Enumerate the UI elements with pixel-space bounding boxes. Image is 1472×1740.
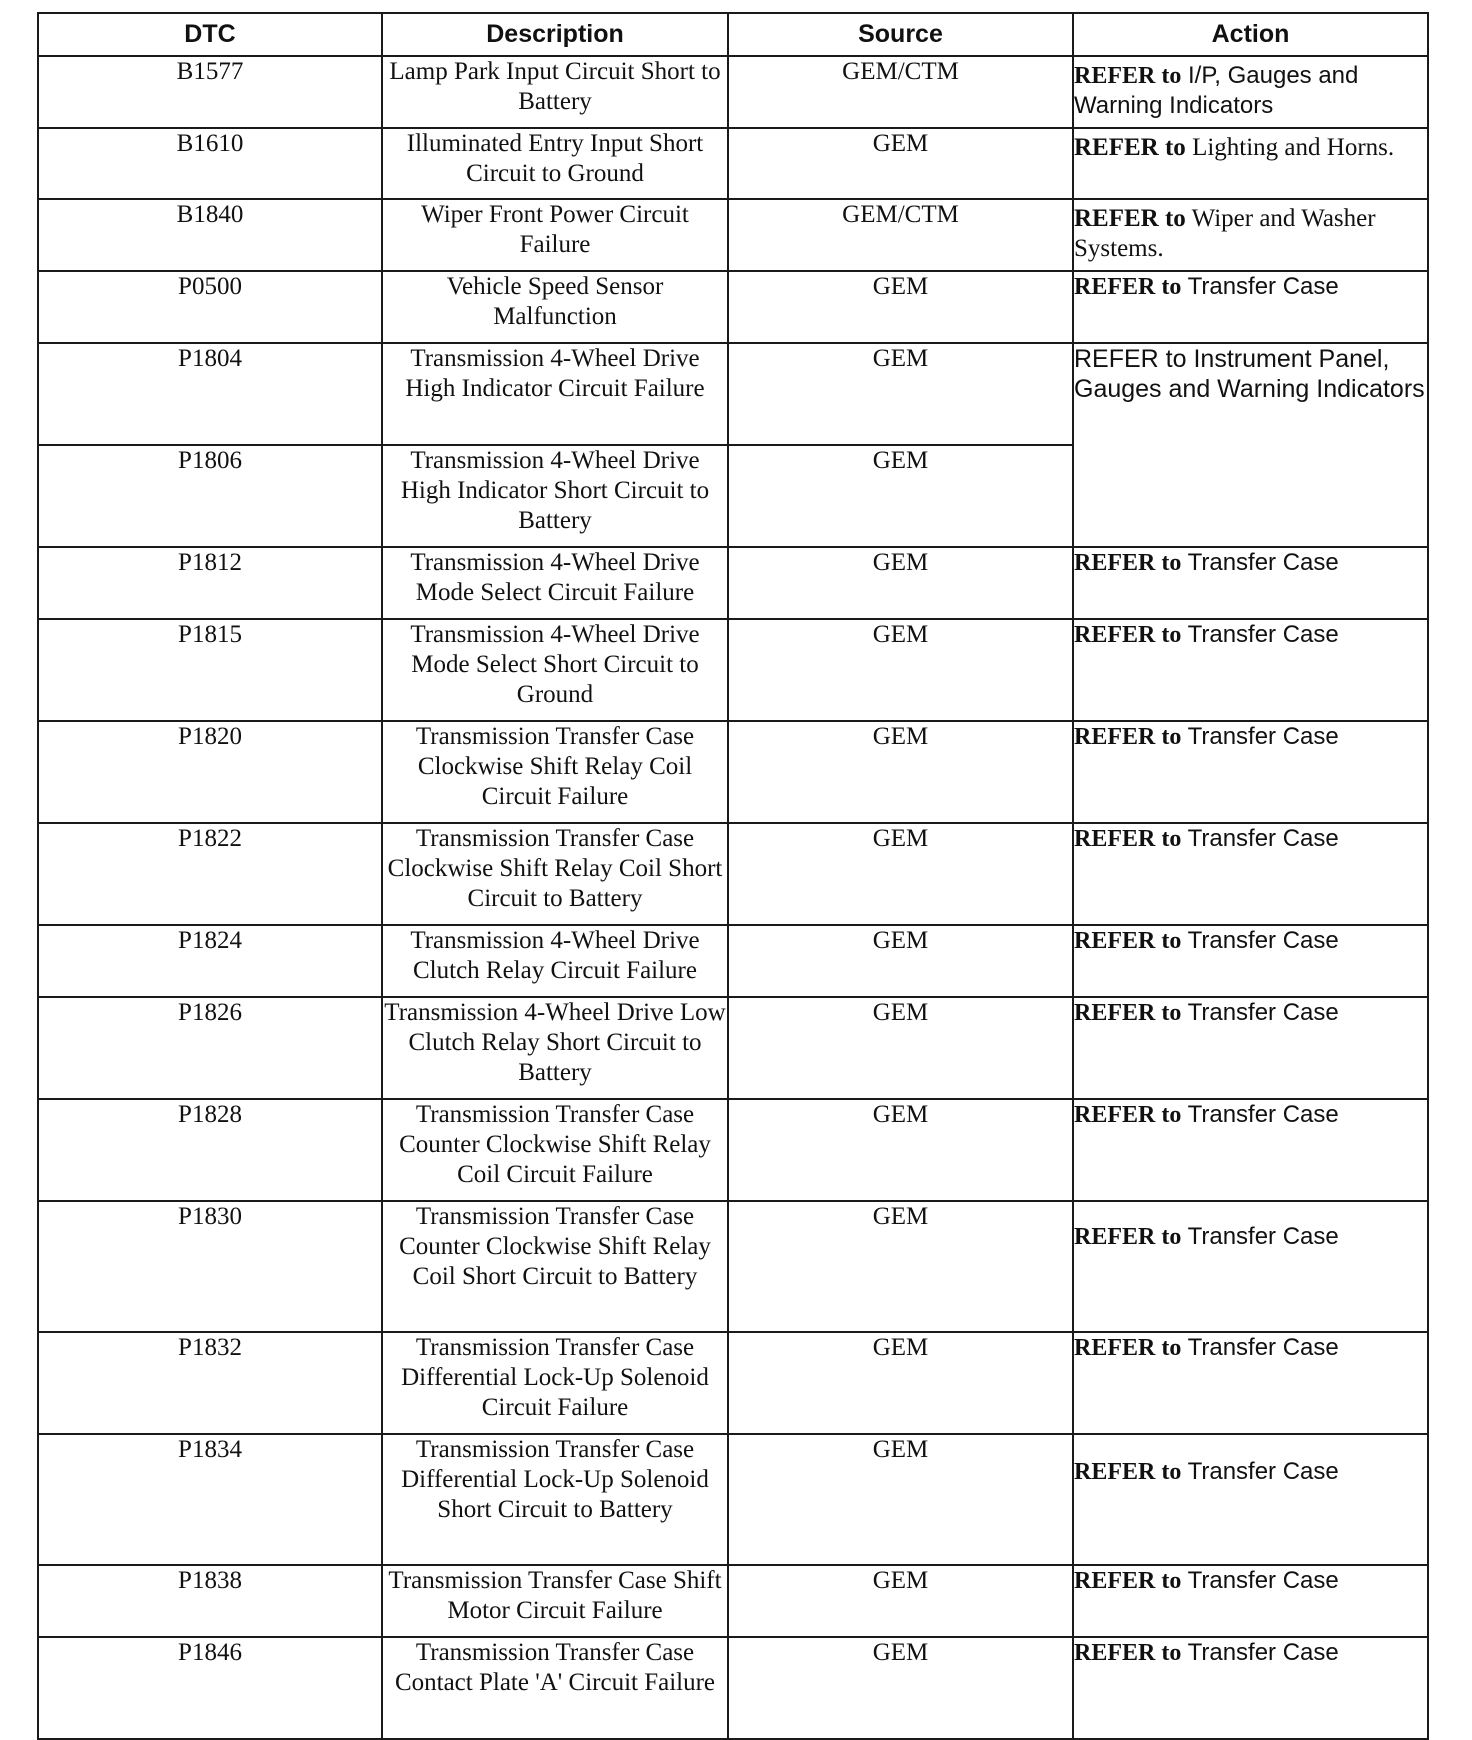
table-row bbox=[38, 128, 1428, 199]
dtc-source: GEM bbox=[728, 445, 1073, 547]
dtc-code: P1834 bbox=[38, 1434, 382, 1565]
dtc-description: Transmission Transfer Case Differential Lock-Up Solenoid Short Circuit to Battery bbox=[382, 1434, 728, 1565]
dtc-action bbox=[1073, 925, 1428, 997]
table-row bbox=[38, 1201, 1428, 1332]
dtc-source: GEM bbox=[728, 547, 1073, 619]
dtc-source: GEM bbox=[728, 721, 1073, 823]
dtc-description: Transmission Transfer Case Contact Plate 'A' Circuit Failure bbox=[382, 1637, 728, 1739]
dtc-action bbox=[1073, 547, 1428, 619]
dtc-description: Transmission 4-Wheel Drive High Indicator Circuit Failure bbox=[382, 343, 728, 445]
dtc-action bbox=[1073, 199, 1428, 271]
header-action: Action bbox=[1073, 13, 1428, 56]
refer-label: REFER to bbox=[1074, 1102, 1182, 1128]
header-dtc: DTC bbox=[38, 13, 382, 56]
dtc-action bbox=[1073, 271, 1428, 343]
action-target: Transfer Case bbox=[1187, 621, 1339, 648]
dtc-description: Transmission 4-Wheel Drive Mode Select Circuit Failure bbox=[382, 547, 728, 619]
table-row bbox=[38, 199, 1428, 271]
refer-label: REFER to bbox=[1074, 550, 1182, 576]
dtc-source: GEM bbox=[728, 1434, 1073, 1565]
dtc-action bbox=[1073, 997, 1428, 1099]
refer-label: REFER to bbox=[1074, 63, 1182, 89]
table-header-row bbox=[38, 13, 1428, 56]
dtc-code: P1838 bbox=[38, 1565, 382, 1637]
dtc-source: GEM bbox=[728, 128, 1073, 199]
refer-label: REFER to bbox=[1074, 928, 1182, 954]
dtc-description: Transmission 4-Wheel Drive High Indicator Short Circuit to Battery bbox=[382, 445, 728, 547]
dtc-code: P1822 bbox=[38, 823, 382, 925]
dtc-source: GEM/CTM bbox=[728, 56, 1073, 128]
table-row bbox=[38, 1332, 1428, 1434]
table-row bbox=[38, 997, 1428, 1099]
action-target: Transfer Case bbox=[1187, 927, 1339, 954]
action-target: Transfer Case bbox=[1187, 1458, 1339, 1485]
dtc-source: GEM bbox=[728, 997, 1073, 1099]
action-target: Wiper and Washer Systems. bbox=[1074, 205, 1376, 262]
refer-label: REFER to bbox=[1074, 826, 1182, 852]
dtc-description: Transmission Transfer Case Clockwise Shift Relay Coil Short Circuit to Battery bbox=[382, 823, 728, 925]
dtc-action bbox=[1073, 1201, 1428, 1332]
dtc-code: B1610 bbox=[38, 128, 382, 199]
dtc-source: GEM bbox=[728, 925, 1073, 997]
dtc-code: B1577 bbox=[38, 56, 382, 128]
dtc-description: Transmission 4-Wheel Drive Clutch Relay Circuit Failure bbox=[382, 925, 728, 997]
dtc-action bbox=[1073, 1099, 1428, 1201]
table-row bbox=[38, 823, 1428, 925]
table-row bbox=[38, 56, 1428, 128]
dtc-description: Transmission 4-Wheel Drive Low Clutch Relay Short Circuit to Battery bbox=[382, 997, 728, 1099]
dtc-code: B1840 bbox=[38, 199, 382, 271]
dtc-description: Transmission Transfer Case Counter Clockwise Shift Relay Coil Circuit Failure bbox=[382, 1099, 728, 1201]
dtc-action bbox=[1073, 1434, 1428, 1565]
dtc-action bbox=[1073, 619, 1428, 721]
dtc-action bbox=[1073, 721, 1428, 823]
table-row bbox=[38, 1565, 1428, 1637]
refer-label: REFER to bbox=[1074, 274, 1182, 300]
action-target: I/P, Gauges and Warning Indicators bbox=[1074, 62, 1359, 119]
dtc-code: P1824 bbox=[38, 925, 382, 997]
dtc-code: P1815 bbox=[38, 619, 382, 721]
dtc-source: GEM bbox=[728, 1332, 1073, 1434]
dtc-source: GEM bbox=[728, 1637, 1073, 1739]
action-target: Transfer Case bbox=[1187, 999, 1339, 1026]
header-description: Description bbox=[382, 13, 728, 56]
refer-label: REFER to bbox=[1074, 205, 1186, 232]
action-target: REFER to Instrument Panel, Gauges and Warning Indicators bbox=[1074, 345, 1425, 403]
dtc-description: Lamp Park Input Circuit Short to Battery bbox=[382, 56, 728, 128]
table-row bbox=[38, 1434, 1428, 1565]
action-target: Transfer Case bbox=[1187, 1567, 1339, 1594]
dtc-action bbox=[1073, 823, 1428, 925]
dtc-source: GEM/CTM bbox=[728, 199, 1073, 271]
table-row bbox=[38, 547, 1428, 619]
refer-label: REFER to bbox=[1074, 724, 1182, 750]
table-row bbox=[38, 619, 1428, 721]
dtc-source: GEM bbox=[728, 271, 1073, 343]
action-target: Lighting and Horns. bbox=[1192, 134, 1395, 161]
dtc-source: GEM bbox=[728, 619, 1073, 721]
dtc-action bbox=[1073, 1332, 1428, 1434]
dtc-code: P0500 bbox=[38, 271, 382, 343]
dtc-description: Transmission Transfer Case Counter Clockwise Shift Relay Coil Short Circuit to Battery bbox=[382, 1201, 728, 1332]
action-target: Transfer Case bbox=[1187, 825, 1339, 852]
action-target: Transfer Case bbox=[1187, 273, 1339, 300]
refer-label: REFER to bbox=[1074, 622, 1182, 648]
table-row bbox=[38, 721, 1428, 823]
dtc-code: P1804 bbox=[38, 343, 382, 445]
dtc-action bbox=[1073, 343, 1428, 547]
header-source: Source bbox=[728, 13, 1073, 56]
refer-label: REFER to bbox=[1074, 134, 1186, 161]
dtc-description: Transmission Transfer Case Shift Motor Circuit Failure bbox=[382, 1565, 728, 1637]
action-target: Transfer Case bbox=[1187, 1223, 1339, 1250]
table-row bbox=[38, 1637, 1428, 1739]
dtc-code: P1812 bbox=[38, 547, 382, 619]
table-row bbox=[38, 1099, 1428, 1201]
dtc-code: P1826 bbox=[38, 997, 382, 1099]
action-target: Transfer Case bbox=[1187, 549, 1339, 576]
dtc-code: P1806 bbox=[38, 445, 382, 547]
refer-label: REFER to bbox=[1074, 1459, 1182, 1485]
dtc-source: GEM bbox=[728, 1099, 1073, 1201]
dtc-code: P1828 bbox=[38, 1099, 382, 1201]
dtc-code: P1832 bbox=[38, 1332, 382, 1434]
dtc-code: P1820 bbox=[38, 721, 382, 823]
refer-label: REFER to bbox=[1074, 1224, 1182, 1250]
dtc-description: Transmission Transfer Case Differential Lock-Up Solenoid Circuit Failure bbox=[382, 1332, 728, 1434]
action-target: Transfer Case bbox=[1187, 1101, 1339, 1128]
refer-label: REFER to bbox=[1074, 1568, 1182, 1594]
dtc-source: GEM bbox=[728, 1565, 1073, 1637]
dtc-source: GEM bbox=[728, 343, 1073, 445]
dtc-description: Illuminated Entry Input Short Circuit to Ground bbox=[382, 128, 728, 199]
table-row bbox=[38, 271, 1428, 343]
dtc-action bbox=[1073, 56, 1428, 128]
dtc-table bbox=[37, 12, 1429, 1740]
action-target: Transfer Case bbox=[1187, 1639, 1339, 1666]
dtc-description: Transmission Transfer Case Clockwise Shift Relay Coil Circuit Failure bbox=[382, 721, 728, 823]
dtc-code: P1846 bbox=[38, 1637, 382, 1739]
refer-label: REFER to bbox=[1074, 1640, 1182, 1666]
dtc-action bbox=[1073, 128, 1428, 199]
dtc-code: P1830 bbox=[38, 1201, 382, 1332]
dtc-action bbox=[1073, 1565, 1428, 1637]
refer-label: REFER to bbox=[1074, 1335, 1182, 1361]
refer-label: REFER to bbox=[1074, 1000, 1182, 1026]
table-row bbox=[38, 343, 1428, 445]
table-row bbox=[38, 925, 1428, 997]
dtc-source: GEM bbox=[728, 1201, 1073, 1332]
action-target: Transfer Case bbox=[1187, 1334, 1339, 1361]
dtc-source: GEM bbox=[728, 823, 1073, 925]
dtc-description: Transmission 4-Wheel Drive Mode Select Short Circuit to Ground bbox=[382, 619, 728, 721]
dtc-description: Wiper Front Power Circuit Failure bbox=[382, 199, 728, 271]
action-target: Transfer Case bbox=[1187, 723, 1339, 750]
dtc-action bbox=[1073, 1637, 1428, 1739]
dtc-description: Vehicle Speed Sensor Malfunction bbox=[382, 271, 728, 343]
